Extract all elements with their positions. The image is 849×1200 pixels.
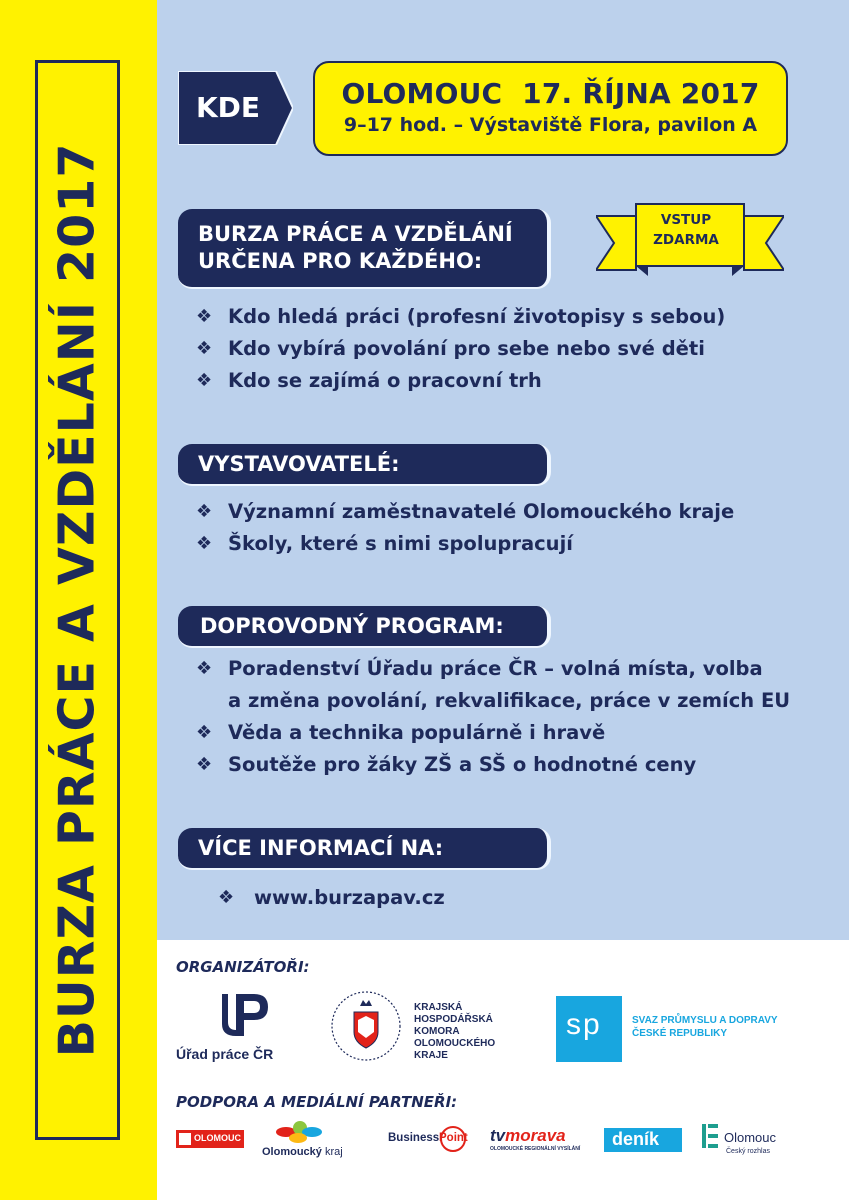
where-arrow: [178, 71, 293, 145]
free-entry-badge: [596, 198, 784, 280]
intro-header-line1: BURZA PRÁCE A VZDĚLÁNÍ: [198, 222, 513, 246]
cesky-rozhlas-logo: Olomouc Český rozhlas: [700, 1120, 800, 1164]
bullet-icon: ❖: [196, 533, 213, 554]
bullet-icon: ❖: [196, 658, 213, 679]
website-link[interactable]: www.burzapav.cz: [254, 886, 445, 909]
partners-label: PODPORA A MEDIÁLNÍ PARTNEŘI:: [176, 1093, 458, 1111]
list-item: ❖ Významní zaměstnavatelé Olomouckého kraje: [196, 496, 734, 528]
bullet-icon: ❖: [196, 501, 213, 522]
location-box: [313, 61, 788, 156]
list-item: ❖ Kdo vybírá povolání pro sebe nebo své děti: [196, 333, 725, 365]
urad-prace-icon: [216, 990, 276, 1040]
section-header-intro: [178, 209, 551, 289]
svaz-logo: [556, 996, 796, 1062]
bullet-icon: ❖: [196, 754, 213, 775]
exhibitors-list: [196, 496, 734, 560]
section-header-exhibitors: VYSTAVOVATELÉ:: [178, 444, 551, 486]
svaz-mark-icon: sp: [556, 996, 622, 1062]
program-list: [196, 653, 790, 781]
urad-prace-logo: [176, 990, 296, 1070]
bullet-icon: ❖: [196, 722, 213, 743]
bullet-icon: ❖: [196, 370, 213, 391]
list-item: ❖ Kdo hledá práci (profesní životopisy s sebou): [196, 301, 725, 333]
event-venue: 9–17 hod. – Výstaviště Flora, pavilon A: [343, 114, 758, 136]
rozhlas-icon: [700, 1122, 720, 1150]
bullet-icon: ❖: [218, 887, 235, 908]
event-date-title: OLOMOUC 17. ŘÍJNA 2017: [341, 77, 760, 110]
bullet-icon: ❖: [196, 306, 213, 327]
list-item: ❖ Poradenství Úřadu práce ČR – volná místa, volba: [196, 653, 790, 685]
komora-logo: [330, 990, 530, 1070]
olomouc-city-logo: OLOMOUC: [176, 1130, 244, 1148]
badge-line1: VSTUP: [660, 212, 712, 228]
olomoucky-kraj-logo: Olomoucký kraj: [262, 1120, 374, 1162]
olomouc-crest-icon: [179, 1133, 191, 1145]
urad-prace-name: Úřad práce ČR: [176, 1046, 274, 1062]
info-list: [218, 882, 445, 914]
list-item: ❖ Školy, které s nimi spolupracují: [196, 528, 734, 560]
section-header-program: DOPROVODNÝ PROGRAM:: [178, 606, 551, 648]
svaz-name: SVAZ PRŮMYSLU A DOPRAVY ČESKÉ REPUBLIKY: [632, 1015, 778, 1039]
list-item: ❖ Kdo se zajímá o pracovní trh: [196, 365, 725, 397]
komora-seal-icon: [330, 990, 402, 1062]
business-point-logo: Business Point: [388, 1126, 478, 1154]
list-item: ❖ Soutěže pro žáky ZŠ a SŠ o hodnotné ceny: [196, 749, 790, 781]
list-item-continuation: a změna povolání, rekvalifikace, práce v zemích EU: [228, 689, 791, 712]
list-item: [218, 882, 445, 914]
kraj-flower-icon: [266, 1120, 336, 1146]
komora-name: KRAJSKÁ HOSPODÁŘSKÁ KOMORA OLOMOUCKÉHO KRAJE: [414, 1002, 496, 1061]
intro-header-line2: URČENA PRO KAŽDÉHO:: [198, 249, 483, 273]
list-item: ❖ Věda a technika populárně i hravě: [196, 717, 790, 749]
bullet-icon: ❖: [196, 338, 213, 359]
organizers-label: ORGANIZÁTOŘI:: [176, 958, 310, 976]
vertical-title: BURZA PRÁCE A VZDĚLÁNÍ 2017: [48, 142, 106, 1058]
badge-line2: ZDARMA: [653, 232, 719, 248]
tv-morava-logo: tvmorava OLOMOUCKÉ REGIONÁLNÍ VYSÍLÁNÍ: [490, 1126, 581, 1152]
section-header-info: VÍCE INFORMACÍ NA:: [178, 828, 551, 870]
intro-list: [196, 301, 725, 397]
where-label: KDE: [195, 91, 261, 124]
title-strip: [0, 0, 157, 1200]
denik-logo: deník: [604, 1128, 682, 1152]
